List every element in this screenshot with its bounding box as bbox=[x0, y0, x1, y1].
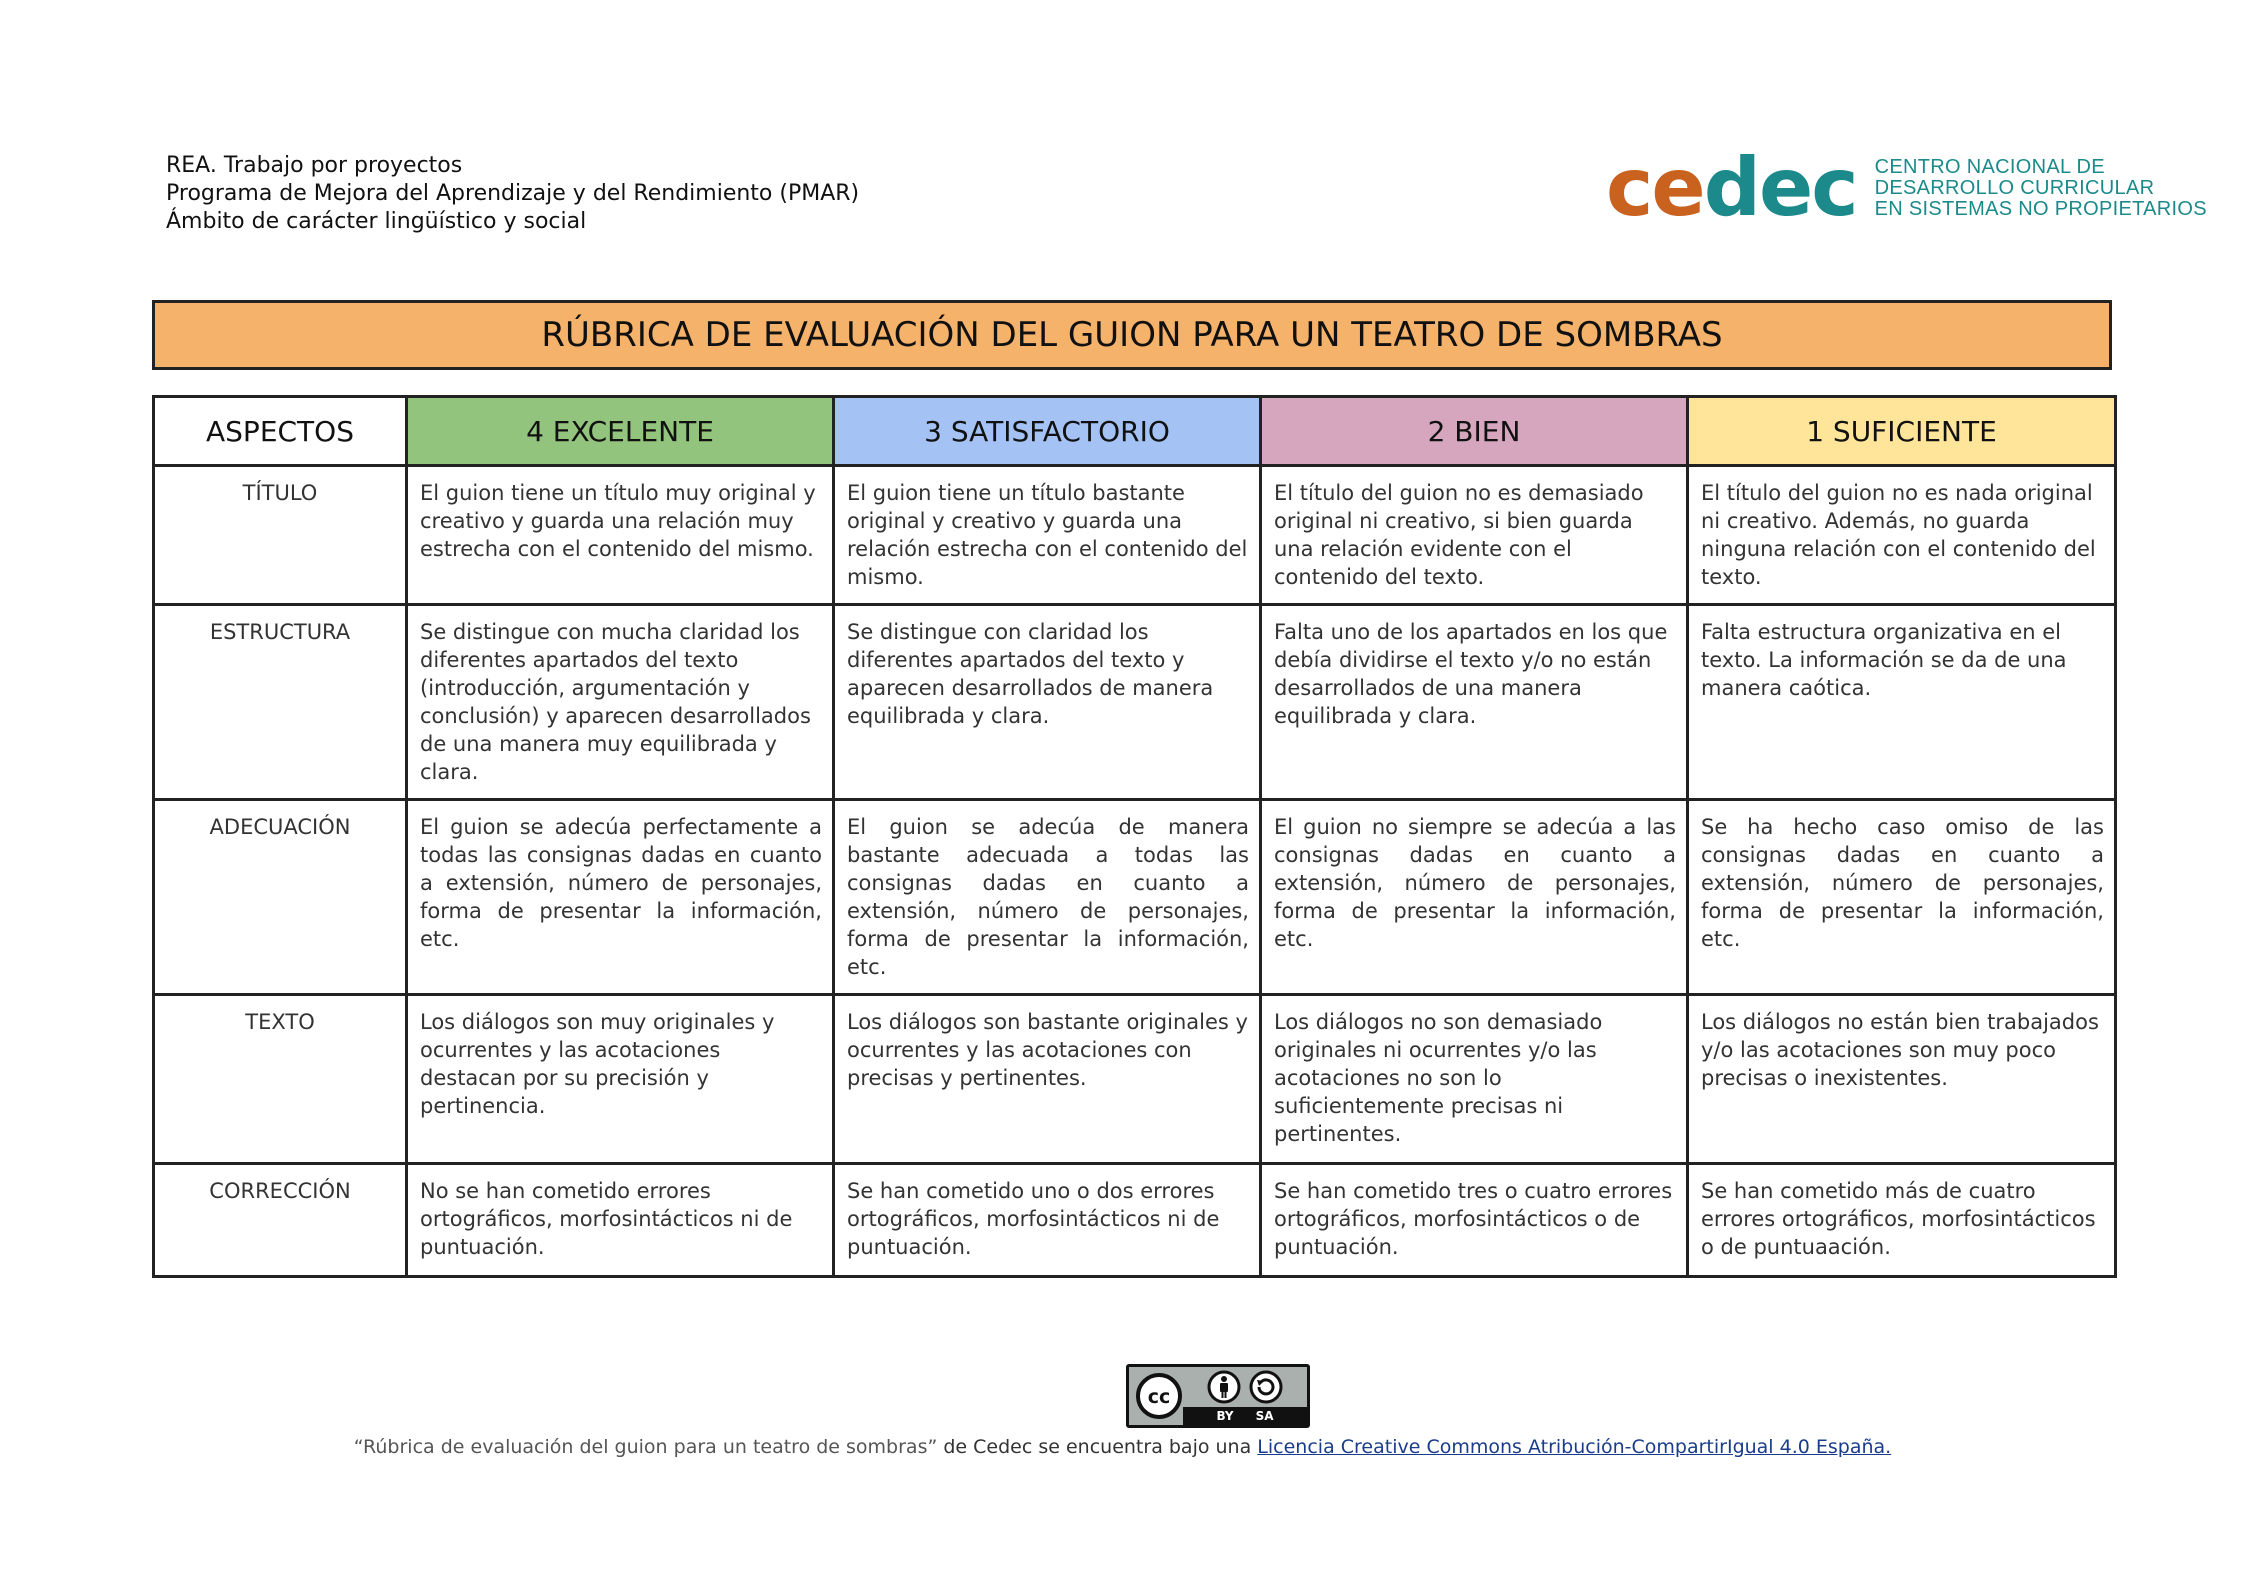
criterion-cell: El guion se adecúa perfectamente a todas las consignas dadas en cuanto a extensión, número de personajes, forma de presentar la información, etc. bbox=[407, 800, 834, 995]
criterion-cell: Los diálogos no están bien trabajados y/o las acotaciones son muy poco precisas o inexistentes. bbox=[1688, 995, 2116, 1164]
aspect-cell: ADECUACIÓN bbox=[154, 800, 407, 995]
criterion-cell: El título del guion no es nada original ni creativo. Además, no guarda ninguna relación con el contenido del texto. bbox=[1688, 466, 2116, 605]
header-suficiente: 1 SUFICIENTE bbox=[1688, 397, 2116, 466]
aspect-cell: ESTRUCTURA bbox=[154, 605, 407, 800]
criterion-cell: Se distingue con claridad los diferentes apartados del texto y aparecen desarrollados de manera equilibrada y clara. bbox=[834, 605, 1261, 800]
criterion-cell: Los diálogos no son demasiado originales ni ocurrentes y/o las acotaciones no son lo suficientemente precisas ni pertinentes. bbox=[1261, 995, 1688, 1164]
cedec-logo-subtitle: CENTRO NACIONAL DE DESARROLLO CURRICULAR EN SISTEMAS NO PROPIETARIOS bbox=[1874, 155, 2207, 220]
svg-text:cc: cc bbox=[1147, 1386, 1171, 1408]
document-header bbox=[166, 152, 859, 236]
criterion-cell: Se han cometido más de cuatro errores ortográficos, morfosintácticos o de puntuaación. bbox=[1688, 1164, 2116, 1277]
header-excelente: 4 EXCELENTE bbox=[407, 397, 834, 466]
table-row bbox=[154, 995, 2116, 1164]
license-work-title: “Rúbrica de evaluación del guion para un teatro de sombras” bbox=[353, 1436, 938, 1458]
header-line-program: Programa de Mejora del Aprendizaje y del Rendimiento (PMAR) bbox=[166, 181, 860, 206]
cedec-logo bbox=[1606, 141, 2207, 234]
cc-icon bbox=[1135, 1372, 1183, 1420]
license-text: de Cedec se encuentra bajo una bbox=[937, 1436, 1258, 1458]
criterion-cell: Falta estructura organizativa en el texto. La información se da de una manera caótica. bbox=[1688, 605, 2116, 800]
criterion-cell: Los diálogos son muy originales y ocurrentes y las acotaciones destacan por su precisión y pertinencia. bbox=[407, 995, 834, 1164]
rubric-table bbox=[152, 395, 2117, 1278]
header-aspectos: ASPECTOS bbox=[154, 397, 407, 466]
criterion-cell: Se han cometido uno o dos errores ortográficos, morfosintácticos ni de puntuación. bbox=[834, 1164, 1261, 1277]
criterion-cell: Falta uno de los apartados en los que debía dividirse el texto y/o no están desarrollados de una manera equilibrada y clara. bbox=[1261, 605, 1688, 800]
criterion-cell: Se ha hecho caso omiso de las consignas dadas en cuanto a extensión, número de personajes, forma de presentar la información, etc. bbox=[1688, 800, 2116, 995]
criterion-cell: El guion tiene un título muy original y creativo y guarda una relación muy estrecha con el contenido del mismo. bbox=[407, 466, 834, 605]
share-alike-icon bbox=[1249, 1370, 1283, 1404]
header-line-rea: REA. Trabajo por proyectos bbox=[166, 153, 463, 178]
aspect-cell: CORRECCIÓN bbox=[154, 1164, 407, 1277]
table-header-row bbox=[154, 397, 2116, 466]
criterion-cell: El guion tiene un título bastante original y creativo y guarda una relación estrecha con el contenido del mismo. bbox=[834, 466, 1261, 605]
table-row bbox=[154, 1164, 2116, 1277]
attribution-icon bbox=[1207, 1370, 1241, 1404]
badge-sa-label: SA bbox=[1255, 1409, 1274, 1423]
badge-by-label: BY bbox=[1216, 1409, 1234, 1423]
criterion-cell: El guion se adecúa de manera bastante adecuada a todas las consignas dadas en cuanto a extensión, número de personajes, forma de presentar la información, etc. bbox=[834, 800, 1261, 995]
criterion-cell: Se distingue con mucha claridad los diferentes apartados del texto (introducción, argumentación y conclusión) y aparecen desarrollados de una manera muy equilibrada y clara. bbox=[407, 605, 834, 800]
header-bien: 2 BIEN bbox=[1261, 397, 1688, 466]
criterion-cell: El guion no siempre se adecúa a las consignas dadas en cuanto a extensión, número de personajes, forma de presentar la información, etc. bbox=[1261, 800, 1688, 995]
table-row bbox=[154, 605, 2116, 800]
header-line-ambito: Ámbito de carácter lingüístico y social bbox=[166, 209, 587, 234]
header-satisfactorio: 3 SATISFACTORIO bbox=[834, 397, 1261, 466]
cc-license-badge[interactable] bbox=[1126, 1364, 1310, 1428]
aspect-cell: TEXTO bbox=[154, 995, 407, 1164]
criterion-cell: No se han cometido errores ortográficos, morfosintácticos ni de puntuación. bbox=[407, 1164, 834, 1277]
table-row bbox=[154, 466, 2116, 605]
criterion-cell: Los diálogos son bastante originales y ocurrentes y las acotaciones con precisas y pertinentes. bbox=[834, 995, 1261, 1164]
aspect-cell: TÍTULO bbox=[154, 466, 407, 605]
license-link[interactable]: Licencia Creative Commons Atribución-CompartirIgual 4.0 España. bbox=[1257, 1436, 1892, 1458]
table-row bbox=[154, 800, 2116, 995]
rubric-title: RÚBRICA DE EVALUACIÓN DEL GUION PARA UN TEATRO DE SOMBRAS bbox=[152, 300, 2112, 370]
criterion-cell: Se han cometido tres o cuatro errores ortográficos, morfosintácticos o de puntuación. bbox=[1261, 1164, 1688, 1277]
criterion-cell: El título del guion no es demasiado original ni creativo, si bien guarda una relación evidente con el contenido del texto. bbox=[1261, 466, 1688, 605]
cedec-logo-wordmark: cedec bbox=[1606, 141, 1857, 234]
license-footer bbox=[0, 1436, 2245, 1458]
